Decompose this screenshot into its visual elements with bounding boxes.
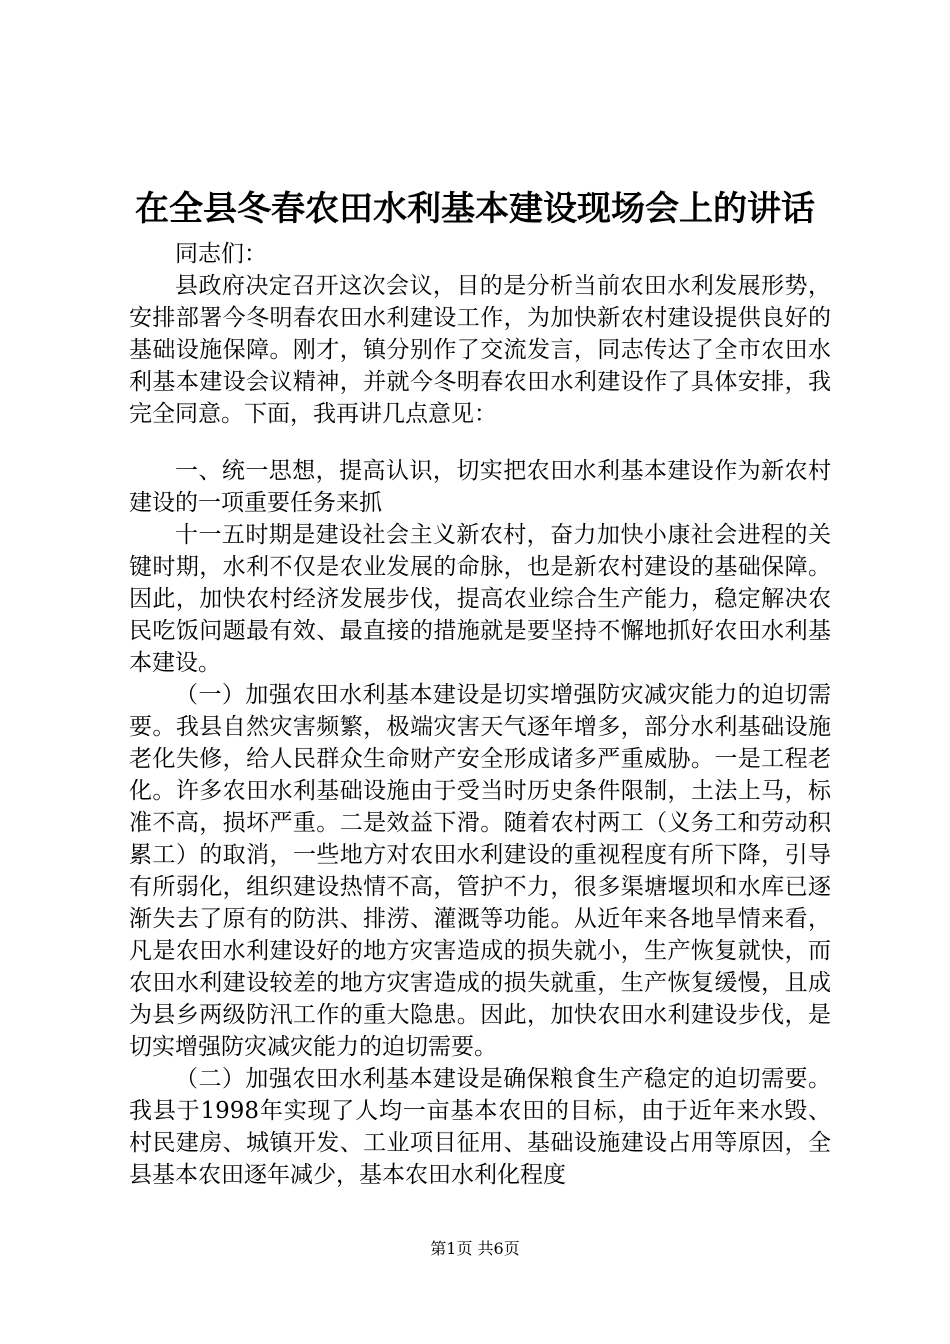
document-title: 在全县冬春农田水利基本建设现场会上的讲话	[135, 189, 815, 229]
subsection-paragraph-2: （二）加强农田水利基本建设是确保粮食生产稳定的迫切需要。我县于1998年实现了人均一亩基本农田的目标，由于近年来水毁、村民建房、城镇开发、工业项目征用、基础设施建设占用等原因，全县基本农田逐年减少，基本农田水利化程度	[129, 1066, 831, 1188]
subsection-paragraph-1: （一）加强农田水利基本建设是切实增强防灾减灾能力的迫切需要。我县自然灾害频繁，极端灾害天气逐年增多，部分水利基础设施老化失修，给人民群众生命财产安全形成诸多严重威胁。一是工程老化。许多农田水利基础设施由于受当时历史条件限制，土法上马，标准不高，损坏严重。二是效益下滑。随着农村两工（义务工和劳动积累工）的取消，一些地方对农田水利建设的重视程度有所下降，引导有所弱化，组织建设热情不高，管护不力，很多渠塘堰坝和水库已逐渐失去了原有的防洪、排涝、灌溉等功能。从近年来各地旱情来看，凡是农田水利建设好的地方灾害造成的损失就小，生产恢复就快，而农田水利建设较差的地方灾害造成的损失就重，生产恢复缓慢，且成为县乡两级防汛工作的重大隐患。因此，加快农田水利建设步伐，是切实增强防灾减灾能力的迫切需要。	[129, 682, 831, 1060]
document-body	[129, 238, 831, 1191]
section-heading-1: 一、统一思想，提高认识，切实把农田水利基本建设作为新农村建设的一项重要任务来抓	[129, 458, 831, 516]
salutation-paragraph: 同志们：	[175, 241, 267, 267]
page-number-footer: 第1页 共6页	[430, 1239, 520, 1258]
intro-paragraph: 县政府决定召开这次会议，目的是分析当前农田水利发展形势，安排部署今冬明春农田水利建设工作，为加快新农村建设提供良好的基础设施保障。刚才，镇分别作了交流发言，同志传达了全市农田水利基本建设会议精神，并就今冬明春农田水利建设作了具体安排，我完全同意。下面，我再讲几点意见：	[129, 273, 831, 427]
body-paragraph: 十一五时期是建设社会主义新农村，奋力加快小康社会进程的关键时期，水利不仅是农业发展的命脉，也是新农村建设的基础保障。因此，加快农村经济发展步伐，提高农业综合生产能力，稳定解决农民吃饭问题最有效、最直接的措施就是要坚持不懈地抓好农田水利基本建设。	[129, 522, 831, 676]
